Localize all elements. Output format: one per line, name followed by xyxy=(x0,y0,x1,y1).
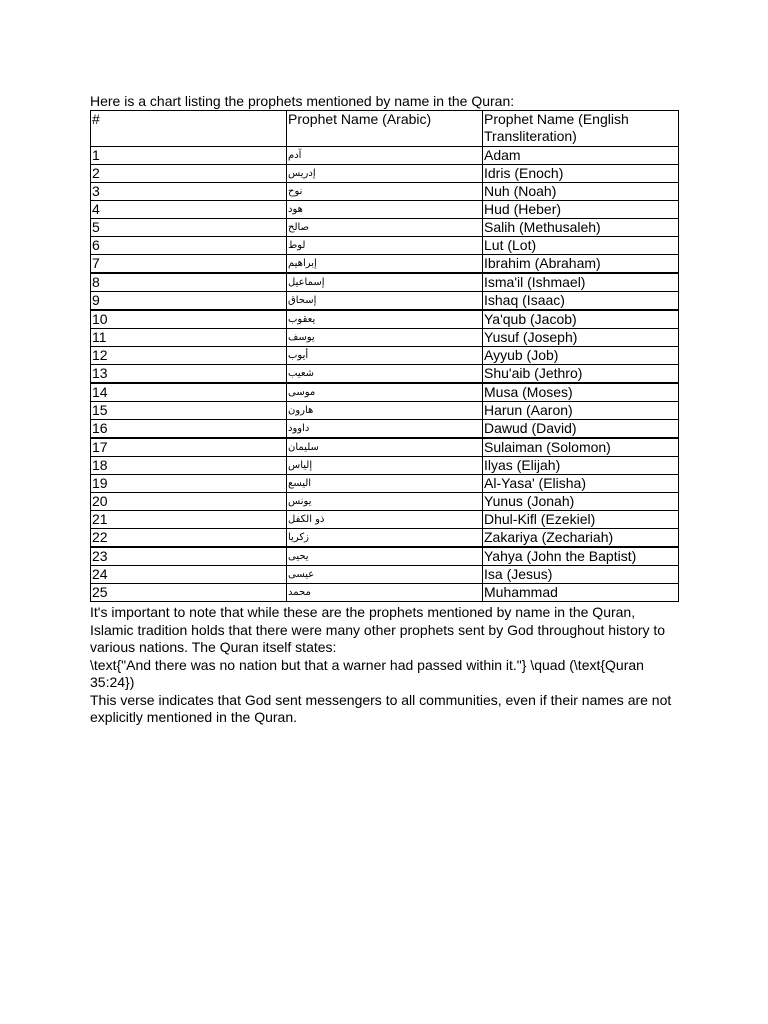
arabic-name-text: آدم xyxy=(288,150,302,161)
row-arabic-name xyxy=(287,201,483,219)
row-english-name: Nuh (Noah) xyxy=(483,183,679,201)
row-number: 12 xyxy=(91,347,287,365)
row-arabic-name xyxy=(287,457,483,475)
arabic-name-text: إدريس xyxy=(288,168,316,179)
row-english-name: Sulaiman (Solomon) xyxy=(483,438,679,457)
row-english-name: Ibrahim (Abraham) xyxy=(483,255,679,274)
row-english-name: Salih (Methusaleh) xyxy=(483,219,679,237)
arabic-name-wrapper xyxy=(288,219,482,236)
row-number: 19 xyxy=(91,475,287,493)
table-row xyxy=(91,347,679,365)
arabic-name-wrapper xyxy=(288,329,482,346)
arabic-name-wrapper xyxy=(288,365,482,382)
row-english-name: Harun (Aaron) xyxy=(483,402,679,420)
row-number: 8 xyxy=(91,273,287,292)
arabic-name-text: سليمان xyxy=(288,442,319,453)
arabic-name-text: عيسى xyxy=(288,569,315,580)
row-number: 18 xyxy=(91,457,287,475)
arabic-name-text: إلياس xyxy=(288,460,313,471)
notes-section xyxy=(90,604,680,727)
arabic-name-wrapper xyxy=(288,311,482,328)
arabic-name-text: صالح xyxy=(288,222,310,233)
table-row xyxy=(91,529,679,548)
arabic-name-wrapper xyxy=(288,237,482,254)
row-english-name: Muhammad xyxy=(483,584,679,602)
row-english-name: Ya'qub (Jacob) xyxy=(483,310,679,329)
row-arabic-name xyxy=(287,475,483,493)
arabic-name-text: هارون xyxy=(288,405,314,416)
row-arabic-name xyxy=(287,219,483,237)
table-row xyxy=(91,237,679,255)
arabic-name-text: إسحاق xyxy=(288,295,317,306)
row-number: 11 xyxy=(91,329,287,347)
table-row xyxy=(91,165,679,183)
row-english-name: Isa (Jesus) xyxy=(483,566,679,584)
arabic-name-text: يحيى xyxy=(288,551,309,562)
arabic-name-text: اليسع xyxy=(288,478,312,489)
row-arabic-name xyxy=(287,529,483,548)
row-english-name: Lut (Lot) xyxy=(483,237,679,255)
row-english-name: Shu'aib (Jethro) xyxy=(483,365,679,384)
table-row xyxy=(91,147,679,165)
arabic-name-wrapper xyxy=(288,493,482,510)
header-number: # xyxy=(91,111,287,147)
table-row xyxy=(91,329,679,347)
arabic-name-wrapper xyxy=(288,183,482,200)
arabic-name-text: هود xyxy=(288,204,303,215)
table-row xyxy=(91,547,679,566)
row-arabic-name xyxy=(287,511,483,529)
arabic-name-text: إسماعيل xyxy=(288,277,325,288)
row-english-name: Yunus (Jonah) xyxy=(483,493,679,511)
arabic-name-wrapper xyxy=(288,584,482,601)
table-row xyxy=(91,201,679,219)
note-paragraph-2: This verse indicates that God sent messengers to all communities, even if their names are not explicitly mentioned in the Quran. xyxy=(90,691,672,725)
table-row xyxy=(91,255,679,274)
table-row xyxy=(91,493,679,511)
table-row xyxy=(91,273,679,292)
table-row xyxy=(91,457,679,475)
table-row xyxy=(91,584,679,602)
table-row xyxy=(91,383,679,402)
arabic-name-wrapper xyxy=(288,402,482,419)
arabic-name-wrapper xyxy=(288,201,482,218)
row-arabic-name xyxy=(287,402,483,420)
table-row xyxy=(91,511,679,529)
row-arabic-name xyxy=(287,566,483,584)
arabic-name-text: إبراهيم xyxy=(288,258,317,269)
arabic-name-text: شعيب xyxy=(288,368,315,379)
arabic-name-text: موسى xyxy=(288,387,316,398)
arabic-name-wrapper xyxy=(288,511,482,528)
row-arabic-name xyxy=(287,584,483,602)
arabic-name-wrapper xyxy=(288,347,482,364)
table-row xyxy=(91,365,679,384)
row-number: 4 xyxy=(91,201,287,219)
row-english-name: Zakariya (Zechariah) xyxy=(483,529,679,548)
intro-text: Here is a chart listing the prophets mentioned by name in the Quran: xyxy=(90,93,515,109)
row-english-name: Ayyub (Job) xyxy=(483,347,679,365)
arabic-name-wrapper xyxy=(288,548,482,565)
table-row xyxy=(91,310,679,329)
row-number: 21 xyxy=(91,511,287,529)
table-row xyxy=(91,402,679,420)
row-arabic-name xyxy=(287,438,483,457)
arabic-name-text: داوود xyxy=(288,423,310,434)
header-arabic-name: Prophet Name (Arabic) xyxy=(287,111,483,147)
arabic-name-wrapper xyxy=(288,292,482,309)
arabic-name-wrapper xyxy=(288,420,482,437)
arabic-name-wrapper xyxy=(288,439,482,456)
row-number: 16 xyxy=(91,420,287,439)
row-arabic-name xyxy=(287,383,483,402)
arabic-name-wrapper xyxy=(288,274,482,291)
arabic-name-text: يونس xyxy=(288,496,312,507)
row-number: 24 xyxy=(91,566,287,584)
row-number: 22 xyxy=(91,529,287,548)
table-row xyxy=(91,183,679,201)
row-arabic-name xyxy=(287,273,483,292)
table-row xyxy=(91,219,679,237)
prophets-table xyxy=(90,110,679,602)
row-number: 2 xyxy=(91,165,287,183)
row-arabic-name xyxy=(287,292,483,311)
note-paragraph: It's important to note that while these are the prophets mentioned by name in the Quran, Islamic tradition holds that there were many other prophets sent by God throughout history to various nations. The Quran itself states: xyxy=(90,604,666,655)
arabic-name-text: لوط xyxy=(288,240,306,251)
row-number: 7 xyxy=(91,255,287,274)
document-page xyxy=(90,93,680,727)
row-arabic-name xyxy=(287,183,483,201)
row-arabic-name xyxy=(287,237,483,255)
row-english-name: Yusuf (Joseph) xyxy=(483,329,679,347)
row-arabic-name xyxy=(287,147,483,165)
arabic-name-wrapper xyxy=(288,566,482,583)
arabic-name-text: يوسف xyxy=(288,332,315,343)
table-header-row xyxy=(91,111,679,147)
arabic-name-wrapper xyxy=(288,255,482,272)
row-arabic-name xyxy=(287,165,483,183)
row-number: 6 xyxy=(91,237,287,255)
row-english-name: Yahya (John the Baptist) xyxy=(483,547,679,566)
row-number: 13 xyxy=(91,365,287,384)
table-row xyxy=(91,420,679,439)
arabic-name-text: ذو الكفل xyxy=(288,514,325,525)
quote-line: \text{"And there was no nation but that a warner had passed within it."} \quad (\text{Quran 35:24}) xyxy=(90,656,644,690)
row-arabic-name xyxy=(287,310,483,329)
row-number: 25 xyxy=(91,584,287,602)
arabic-name-wrapper xyxy=(288,165,482,182)
row-english-name: Dhul-Kifl (Ezekiel) xyxy=(483,511,679,529)
row-english-name: Hud (Heber) xyxy=(483,201,679,219)
row-number: 14 xyxy=(91,383,287,402)
row-number: 15 xyxy=(91,402,287,420)
table-row xyxy=(91,438,679,457)
arabic-name-text: نوح xyxy=(288,186,303,197)
row-english-name: Ilyas (Elijah) xyxy=(483,457,679,475)
row-arabic-name xyxy=(287,255,483,274)
row-number: 20 xyxy=(91,493,287,511)
arabic-name-wrapper xyxy=(288,384,482,401)
row-arabic-name xyxy=(287,365,483,384)
row-english-name: Al-Yasa' (Elisha) xyxy=(483,475,679,493)
row-number: 3 xyxy=(91,183,287,201)
arabic-name-wrapper xyxy=(288,529,482,546)
row-number: 23 xyxy=(91,547,287,566)
arabic-name-wrapper xyxy=(288,147,482,164)
header-english-name: Prophet Name (English Transliteration) xyxy=(483,111,679,147)
row-arabic-name xyxy=(287,329,483,347)
arabic-name-text: زكريا xyxy=(288,532,309,543)
arabic-name-wrapper xyxy=(288,457,482,474)
row-number: 9 xyxy=(91,292,287,311)
row-arabic-name xyxy=(287,493,483,511)
row-english-name: Ishaq (Isaac) xyxy=(483,292,679,311)
arabic-name-wrapper xyxy=(288,475,482,492)
row-arabic-name xyxy=(287,547,483,566)
table-row xyxy=(91,292,679,311)
arabic-name-text: محمد xyxy=(288,587,311,598)
row-english-name: Isma'il (Ishmael) xyxy=(483,273,679,292)
row-number: 10 xyxy=(91,310,287,329)
row-english-name: Idris (Enoch) xyxy=(483,165,679,183)
table-row xyxy=(91,566,679,584)
row-english-name: Adam xyxy=(483,147,679,165)
row-number: 17 xyxy=(91,438,287,457)
row-arabic-name xyxy=(287,420,483,439)
row-english-name: Musa (Moses) xyxy=(483,383,679,402)
arabic-name-text: يعقوب xyxy=(288,314,316,325)
arabic-name-text: أيوب xyxy=(288,350,309,361)
table-row xyxy=(91,475,679,493)
row-number: 1 xyxy=(91,147,287,165)
row-english-name: Dawud (David) xyxy=(483,420,679,439)
row-number: 5 xyxy=(91,219,287,237)
row-arabic-name xyxy=(287,347,483,365)
